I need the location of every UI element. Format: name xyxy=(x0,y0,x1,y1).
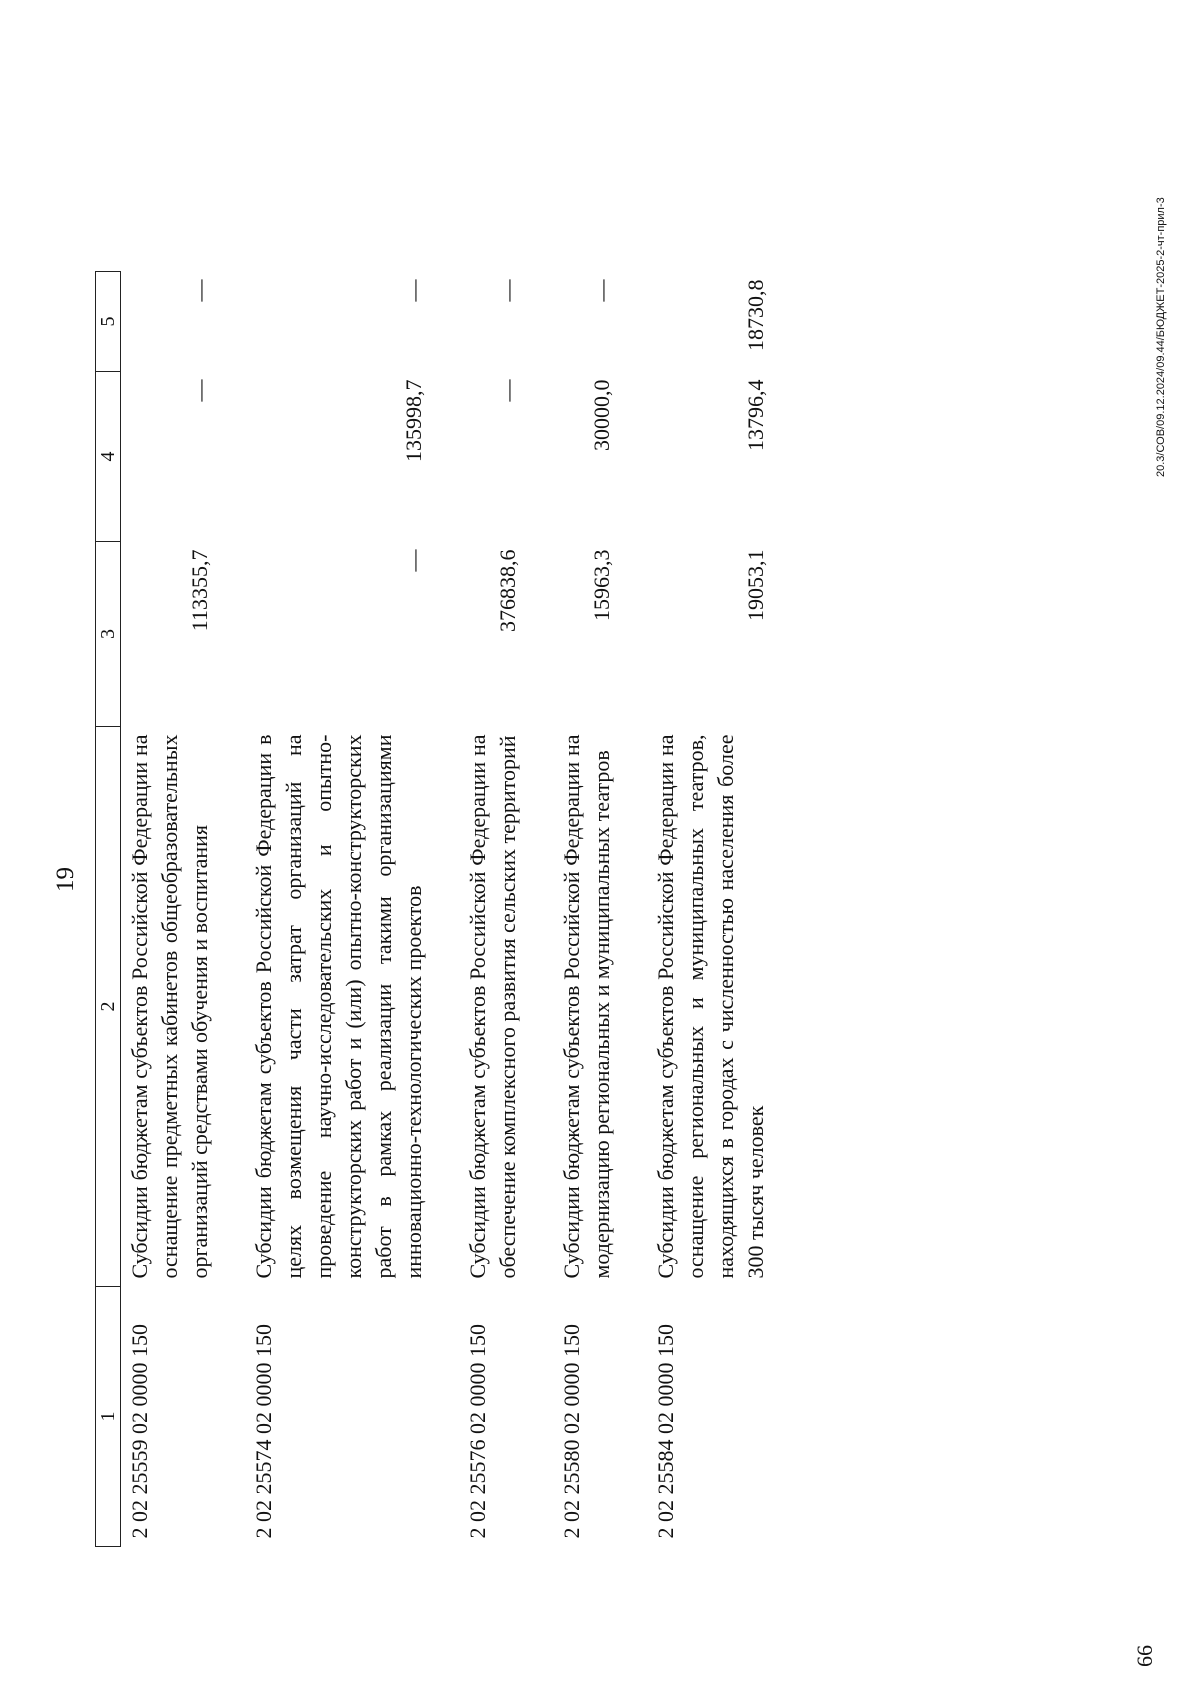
row-col4-value: — xyxy=(495,379,520,402)
row-description: Субсидии бюджетам субъектов Российской Федерации в целях возмещения части затрат организаций на проведение научно-исследовательских и опытно-конструкторских работ и (или) опытно-конструкторских работ в рамках реализации такими организациями инновационно-технологических проектов xyxy=(251,734,426,1279)
row-code: 2 02 25580 02 0000 150 xyxy=(559,1324,584,1539)
header-col-1: 1 xyxy=(96,1287,121,1547)
row-col5-value: — xyxy=(495,279,520,302)
row-code: 2 02 25559 02 0000 150 xyxy=(127,1324,152,1539)
row-col3-value: 113355,7 xyxy=(187,549,212,632)
row-col3-value: — xyxy=(401,549,426,572)
row-col4-value: 135998,7 xyxy=(401,379,426,462)
row-col5-value: — xyxy=(187,279,212,302)
table-row xyxy=(553,272,647,1547)
row-code: 2 02 25576 02 0000 150 xyxy=(465,1324,490,1539)
row-col3-value: 376838,6 xyxy=(495,549,520,632)
row-description: Субсидии бюджетам субъектов Российской Федерации на оснащение предметных кабинетов общеобразовательных организаций средствами обучения и воспитания xyxy=(127,734,212,1279)
row-col4-value: 30000,0 xyxy=(589,379,614,451)
row-description: Субсидии бюджетам субъектов Российской Федерации на обеспечение комплексного развития сельских территорий xyxy=(465,734,520,1279)
row-code: 2 02 25584 02 0000 150 xyxy=(653,1324,678,1539)
document-reference: 20.3/СОВ/09.12.2024/09.44/БЮДЖЕТ-2025-2-чт-прил-3 xyxy=(1155,197,1167,477)
row-col3-value: 15963,3 xyxy=(589,549,614,621)
table-row xyxy=(459,272,553,1547)
page-number: 19 xyxy=(52,867,79,892)
header-row xyxy=(96,272,121,1547)
row-col5-value: 18730,8 xyxy=(743,279,768,351)
header-col-5: 5 xyxy=(96,272,121,372)
header-col-2: 2 xyxy=(96,727,121,1287)
row-col4-value: 13796,4 xyxy=(743,379,768,451)
sheet-number: 66 xyxy=(1132,1645,1157,1667)
table-row xyxy=(121,272,246,1547)
row-col4-value: — xyxy=(187,379,212,402)
header-col-3: 3 xyxy=(96,542,121,727)
row-code: 2 02 25574 02 0000 150 xyxy=(251,1324,276,1539)
table-row xyxy=(245,272,459,1547)
row-col3-value: 19053,1 xyxy=(743,549,768,621)
header-col-4: 4 xyxy=(96,372,121,542)
row-col5-value: — xyxy=(401,279,426,302)
budget-table xyxy=(95,271,801,1547)
row-col5-value: — xyxy=(589,279,614,302)
row-description: Субсидии бюджетам субъектов Российской Федерации на модернизацию региональных и муниципальных театров xyxy=(559,734,614,1279)
row-description: Субсидии бюджетам субъектов Российской Федерации на оснащение региональных и муниципальных театров, находящихся в городах с численностью населения более 300 тысяч человек xyxy=(653,734,768,1279)
table-row xyxy=(647,272,801,1547)
